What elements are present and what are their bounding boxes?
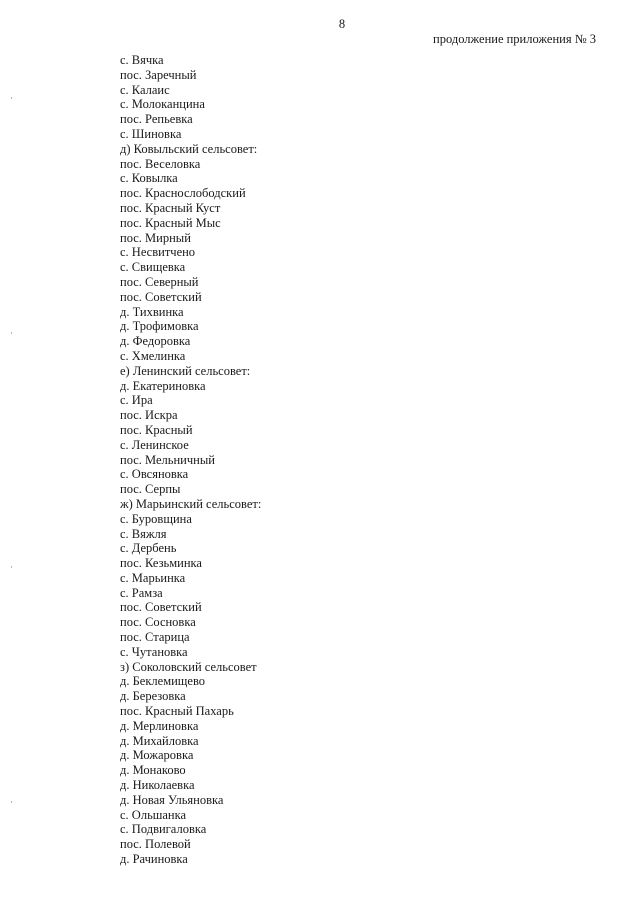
settlement-entry: пос. Веселовка	[120, 156, 201, 171]
settlement-entry: с. Вячка	[120, 53, 164, 67]
settlement-entry: пос. Красный Пахарь	[120, 704, 234, 719]
settlement-entry: пос. Мирный	[120, 230, 191, 245]
settlement-entry: пос. Красный Куст	[120, 200, 221, 215]
settlement-entry: с. Вяжля	[120, 526, 167, 541]
settlement-entry: д) Ковыльский сельсовет:	[120, 141, 258, 156]
settlement-entry: пос. Серпы	[120, 482, 181, 497]
settlement-entry: пос. Старица	[120, 630, 190, 645]
settlement-entry: д. Тихвинка	[120, 304, 184, 319]
settlement-entry: д. Мерлиновка	[120, 718, 199, 733]
settlement-entry: пос. Красный Мыс	[120, 215, 221, 230]
settlement-entry: пос. Репьевка	[120, 112, 193, 127]
settlement-entry: с. Чутановка	[120, 644, 188, 659]
scan-margin-mark	[11, 801, 12, 803]
scan-margin-mark	[11, 566, 12, 568]
settlement-entry: пос. Северный	[120, 274, 199, 289]
settlement-entry: с. Подвигаловка	[120, 822, 207, 837]
settlement-entry: с. Ольшанка	[120, 807, 187, 822]
settlement-entry: д. Можаровка	[120, 748, 194, 763]
page-number: 8	[338, 17, 346, 31]
settlement-entry: д. Федоровка	[120, 334, 191, 349]
settlement-entry: с. Дербень	[120, 541, 177, 556]
settlement-entry: с. Ленинское	[120, 437, 189, 452]
settlement-entry: с. Шиновка	[120, 126, 182, 141]
settlement-entry: с. Свищевка	[120, 260, 186, 275]
appendix-continuation-note: продолжение приложения № 3	[433, 32, 596, 46]
settlement-entry: с. Овсяновка	[120, 467, 189, 482]
settlement-entry: д. Монаково	[120, 763, 186, 778]
settlement-entry: пос. Полевой	[120, 837, 191, 852]
settlement-entry: пос. Советский	[120, 289, 202, 304]
settlement-entry: д. Михайловка	[120, 733, 199, 748]
settlement-entry: пос. Кезьминка	[120, 556, 202, 571]
settlement-entry: пос. Сосновка	[120, 615, 196, 630]
settlement-entry: д. Березовка	[120, 689, 186, 704]
settlement-entry: с. Ковылка	[120, 171, 178, 186]
settlement-entry: д. Новая Ульяновка	[120, 792, 224, 807]
settlement-entry: пос. Краснослободский	[120, 186, 246, 201]
settlement-entry: пос. Мельничный	[120, 452, 215, 467]
settlement-entry: ж) Марьинский сельсовет:	[120, 496, 262, 511]
settlement-entry: д. Трофимовка	[120, 319, 199, 334]
settlement-list	[120, 53, 261, 867]
settlement-entry: с. Ира	[120, 393, 153, 408]
settlement-entry: пос. Искра	[120, 408, 178, 423]
settlement-entry: с. Марьинка	[120, 570, 186, 585]
settlement-entry: с. Несвитчено	[120, 245, 196, 260]
settlement-entry: д. Беклемищево	[120, 674, 206, 689]
settlement-entry: с. Молоканцина	[120, 97, 205, 112]
settlement-entry: с. Рамза	[120, 585, 163, 600]
settlement-entry: д. Екатериновка	[120, 378, 206, 393]
settlement-entry: с. Калаис	[120, 82, 170, 97]
settlement-entry: е) Ленинский сельсовет:	[120, 363, 251, 378]
settlement-entry: с. Хмелинка	[120, 348, 186, 363]
scan-margin-mark	[11, 332, 12, 334]
settlement-entry: с. Буровщина	[120, 511, 192, 526]
scan-margin-mark	[11, 97, 12, 99]
settlement-entry: з) Соколовский сельсовет	[120, 659, 257, 674]
settlement-entry: пос. Советский	[120, 600, 202, 615]
settlement-entry: пос. Красный	[120, 422, 193, 437]
settlement-entry: д. Николаевка	[120, 778, 195, 793]
settlement-entry: пос. Заречный	[120, 67, 197, 82]
settlement-entry: д. Рачиновка	[120, 852, 188, 867]
